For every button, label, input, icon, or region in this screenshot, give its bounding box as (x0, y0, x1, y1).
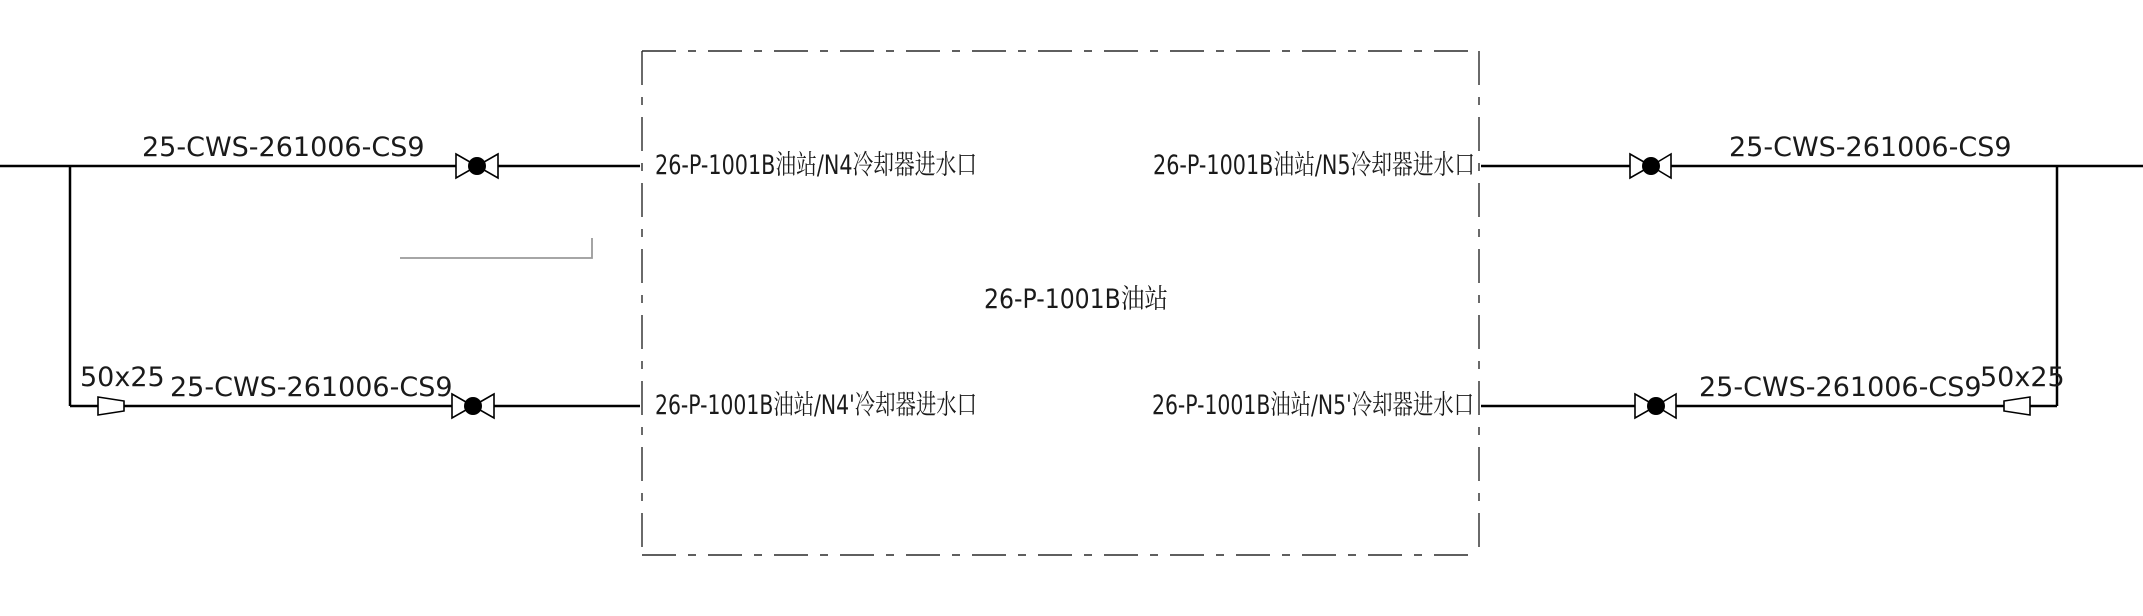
reducer-label-right: 50x25 (1980, 362, 2065, 393)
valve-left-top[interactable] (456, 154, 498, 178)
line-label-left-bottom: 25-CWS-261006-CS9 (170, 372, 453, 403)
nozzle-label-n4: 26-P-1001B油站/N4冷却器进水口 (655, 150, 977, 181)
nozzle-label-n4p: 26-P-1001B油站/N4'冷却器进水口 (655, 390, 977, 421)
valve-right-top[interactable] (1630, 154, 1671, 178)
nozzle-label-n5: 26-P-1001B油站/N5冷却器进水口 (1153, 150, 1475, 181)
line-label-right-bottom: 25-CWS-261006-CS9 (1699, 372, 1982, 403)
equipment-label: 26-P-1001B油站 (984, 284, 1168, 315)
reducer-label-left: 50x25 (80, 362, 165, 393)
nozzle-label-n5p: 26-P-1001B油站/N5'冷却器进水口 (1152, 390, 1474, 421)
valve-left-bottom[interactable] (452, 394, 494, 418)
reducer-left[interactable] (98, 397, 124, 415)
valve-right-bottom[interactable] (1635, 394, 1676, 418)
reducer-right[interactable] (2004, 397, 2030, 415)
leader-line (400, 238, 592, 258)
line-label-right-top: 25-CWS-261006-CS9 (1729, 132, 2012, 163)
line-label-left-top: 25-CWS-261006-CS9 (142, 132, 425, 163)
